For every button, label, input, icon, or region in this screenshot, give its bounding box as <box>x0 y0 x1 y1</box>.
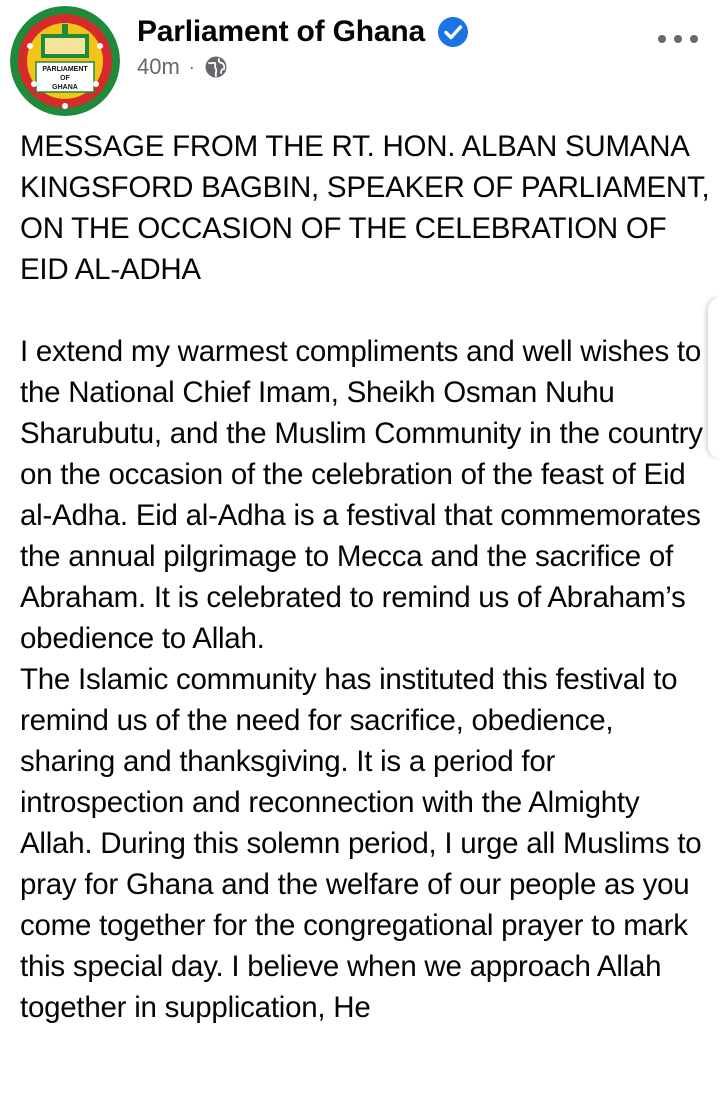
svg-text:PARLIAMENT: PARLIAMENT <box>42 66 88 73</box>
more-dot-icon <box>674 35 682 43</box>
post-paragraph-2: The Islamic community has instituted this festival to remind us of the need for sacrifice, obedience, sharing and thanksgiving. It is a period for introspection and reconnection with the Almighty Allah. During this solemn period, I urge all Muslims to pray for Ghana and the welfare of our people as you come together for the congregational prayer to mark this special day. I believe when we approach Allah together in supplication, He <box>20 663 702 1024</box>
page-avatar[interactable] <box>10 6 120 116</box>
svg-text:OF: OF <box>60 75 70 82</box>
verified-badge-icon <box>437 16 469 48</box>
page-name-row <box>137 12 469 52</box>
more-options-button[interactable] <box>658 26 698 52</box>
post-timestamp[interactable]: 40m <box>137 54 180 79</box>
post-header <box>0 0 720 115</box>
post-text <box>20 126 716 1028</box>
post-paragraph-1: I extend my warmest compliments and well wishes to the National Chief Imam, Sheikh Osman Nuhu Sharubutu, and the Muslim Community in the country on the occasion of the celebration of the feast of Eid al-Adha. Eid al-Adha is a festival that commemorates the annual pilgrimage to Mecca and the sacrifice of Abraham. It is celebrated to remind us of Abraham’s obedience to Allah. <box>20 335 703 655</box>
post-meta <box>137 52 228 82</box>
meta-separator: · <box>188 56 195 77</box>
page-name-link[interactable]: Parliament of Ghana <box>137 15 425 48</box>
paragraph-spacer <box>20 290 716 331</box>
post-heading: MESSAGE FROM THE RT. HON. ALBAN SUMANA KINGSFORD BAGBIN, SPEAKER OF PARLIAMENT, ON THE OCCASION OF THE CELEBRATION OF EID AL-ADHA <box>20 130 710 286</box>
scroll-handle[interactable] <box>708 298 720 458</box>
more-dot-icon <box>658 35 666 43</box>
more-dot-icon <box>690 35 698 43</box>
parliament-logo-icon <box>10 6 120 116</box>
globe-icon[interactable] <box>204 55 228 79</box>
svg-text:GHANA: GHANA <box>52 84 78 91</box>
